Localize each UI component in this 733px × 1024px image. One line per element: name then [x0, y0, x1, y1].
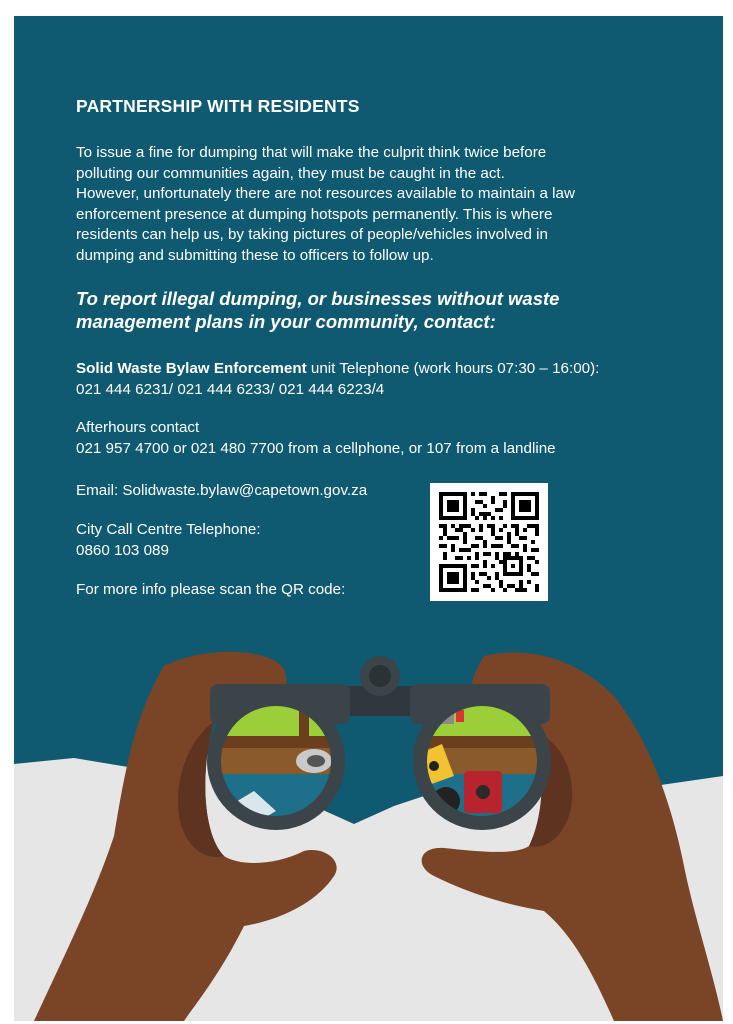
intro-line: However, unfortunately there are not resources available to maintain a law	[76, 185, 575, 202]
afterhours-contact	[76, 418, 696, 459]
call-centre-number: 0860 103 089	[76, 541, 169, 559]
afterhours-label: Afterhours contact	[76, 419, 200, 436]
intro-paragraph	[76, 143, 676, 266]
report-callout	[76, 287, 676, 333]
qr-code[interactable]	[430, 483, 548, 601]
bylaw-unit	[76, 359, 696, 380]
bylaw-contact	[76, 359, 696, 400]
poster	[14, 16, 723, 1021]
intro-line: dumping and submitting these to officers to follow up.	[76, 246, 434, 264]
bylaw-unit-name: Solid Waste Bylaw Enforcement	[76, 360, 307, 377]
afterhours-numbers: 021 957 4700 or 021 480 7700 from a cellphone, or 107 from a landline	[76, 439, 556, 457]
intro-line: To issue a fine for dumping that will make the culprit think twice before	[76, 144, 547, 161]
intro-line: residents can help us, by taking pictures of people/vehicles involved in	[76, 226, 548, 243]
intro-line: polluting our communities again, they must be caught in the act.	[76, 164, 505, 182]
page-title: PARTNERSHIP WITH RESIDENTS	[76, 96, 360, 116]
bylaw-unit-rest: unit Telephone (work hours 07:30 – 16:00):	[306, 360, 600, 377]
intro-line: enforcement presence at dumping hotspots permanently. This is where	[76, 205, 553, 223]
qr-prompt: For more info please scan the QR code:	[76, 581, 346, 598]
call-centre-contact	[76, 520, 696, 561]
call-centre-label: City Call Centre Telephone:	[76, 521, 261, 538]
bylaw-numbers: 021 444 6231/ 021 444 6233/ 021 444 6223/4	[76, 380, 385, 398]
callout-line: To report illegal dumping, or businesses without waste	[76, 288, 560, 309]
callout-line: management plans in your community, contact:	[76, 311, 496, 332]
qr-code-icon	[439, 492, 539, 592]
email-contact[interactable]: Email: Solidwaste.bylaw@capetown.gov.za	[76, 482, 368, 499]
